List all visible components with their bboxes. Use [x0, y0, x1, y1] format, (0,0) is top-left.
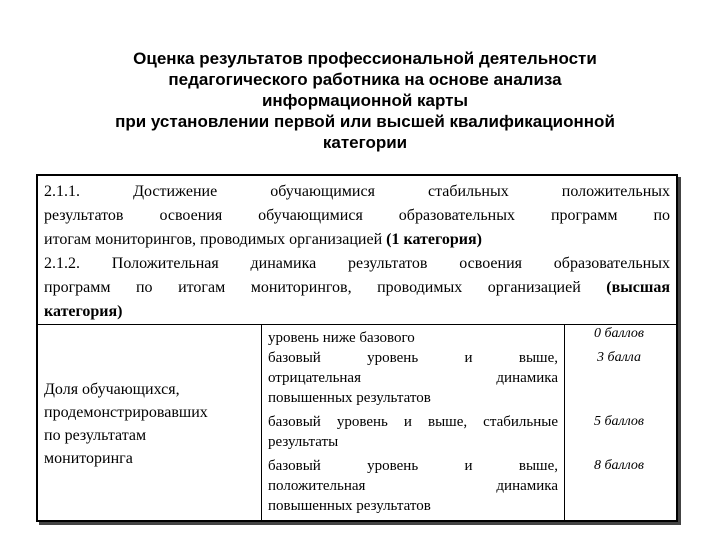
level-row: базовый уровень и выше, отрицательная динамика повышенных результатов — [268, 350, 558, 406]
criterion-text-line: 2.1.2. Положительная динамика результатов освоения образовательных — [44, 255, 670, 272]
title-line: Оценка результатов профессиональной деятельности — [133, 49, 597, 68]
title-line: педагогического работника на основе анализа — [168, 70, 562, 89]
score-value: 5 баллов — [594, 414, 644, 429]
level-row: уровень ниже базового — [268, 330, 415, 346]
criteria-table — [36, 174, 678, 522]
score-value: 0 баллов — [594, 326, 644, 341]
criterion-text-line: 2.1.1. Достижение обучающимися стабильных положительных — [44, 183, 670, 200]
title-line: категории — [322, 133, 408, 152]
category-badge: (1 категория) — [386, 231, 482, 248]
title-line: информационной карты — [261, 91, 469, 110]
level-row: базовый уровень и выше, положительная динамика повышенных результатов — [268, 458, 558, 514]
category-badge: (высшая — [606, 279, 670, 296]
title-line: при установлении первой или высшей квалификационной — [115, 112, 615, 131]
criterion-text-line: категория) — [44, 303, 123, 320]
column-divider — [564, 324, 565, 520]
indicator-label: Доля обучающихся, продемонстрировавших по результатам мониторинга — [44, 381, 208, 467]
document-title — [40, 48, 690, 153]
criterion-text-line: итогам мониторингов, проводимых организацией (1 категория) — [44, 231, 482, 248]
criteria-description — [44, 180, 670, 324]
criterion-text-line: программ по итогам мониторингов, проводимых организацией (высшая — [44, 279, 670, 296]
score-value: 8 баллов — [594, 458, 644, 473]
criterion-text-line: результатов освоения обучающимися образовательных программ по — [44, 207, 670, 224]
score-value: 3 балла — [597, 350, 641, 365]
level-row: базовый уровень и выше, стабильные результаты — [268, 414, 558, 450]
column-divider — [261, 324, 262, 520]
